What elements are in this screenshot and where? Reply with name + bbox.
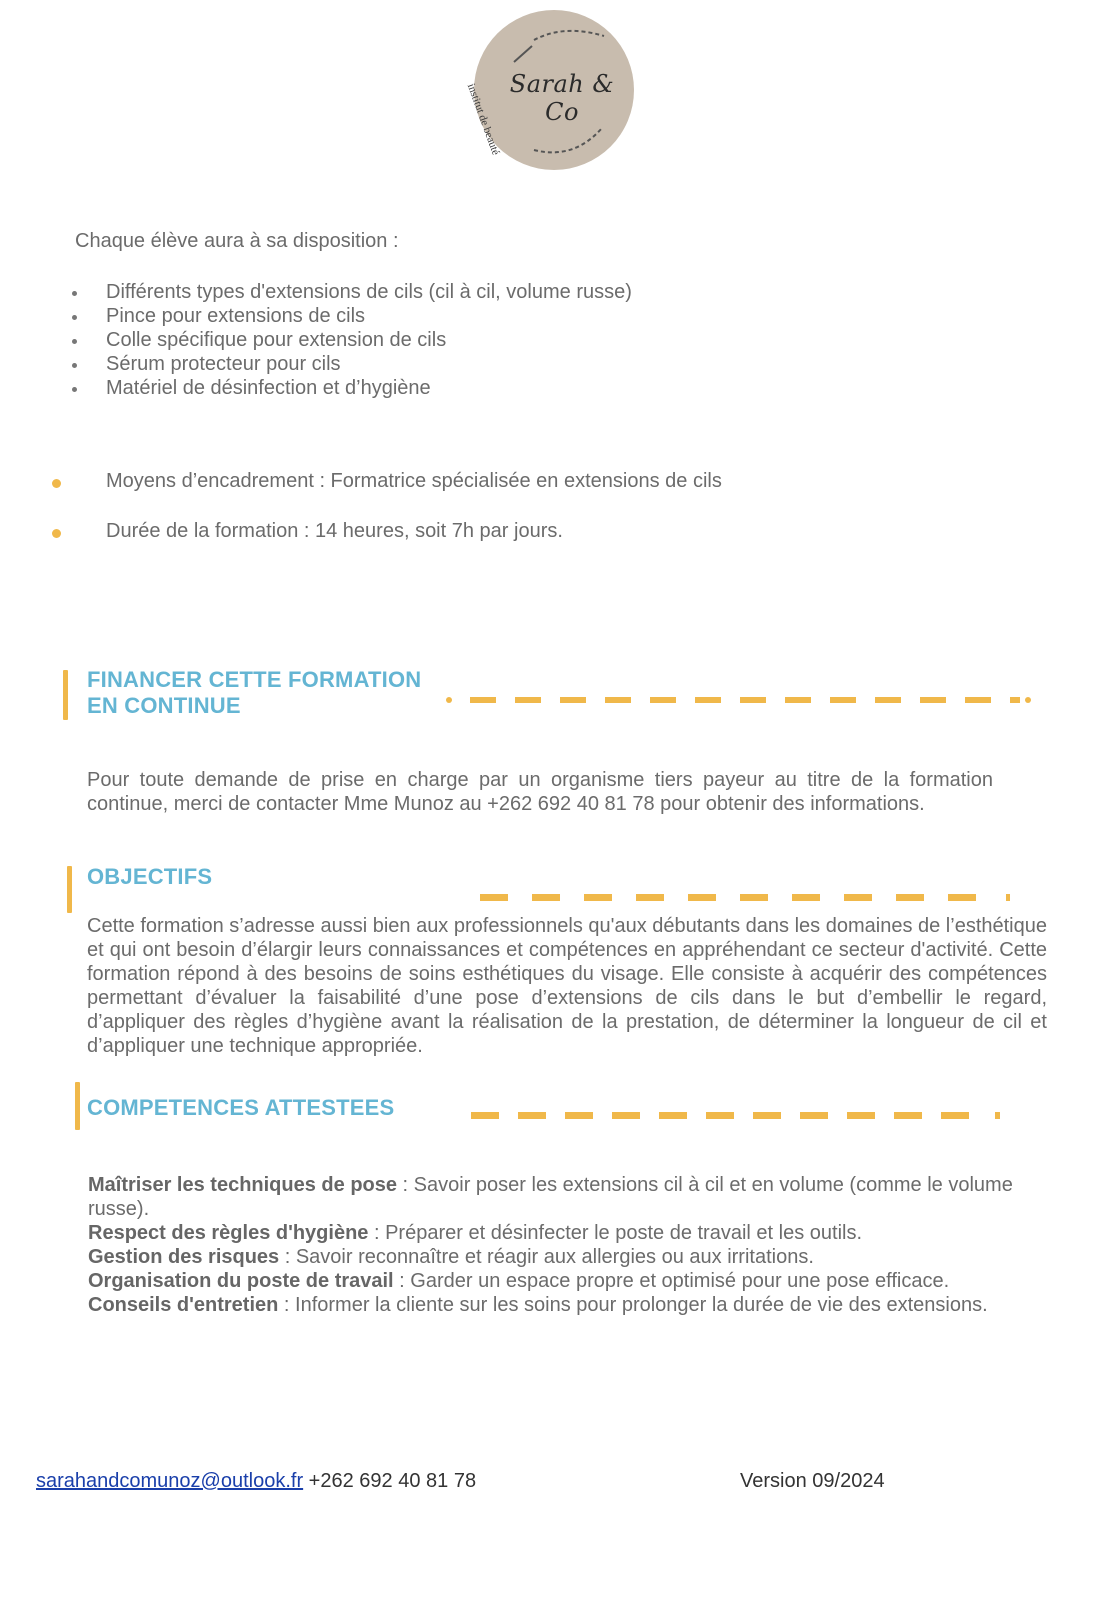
list-item: Conseils d'entretien : Informer la cliente sur les soins pour prolonger la durée de vie des extensions. — [88, 1294, 988, 1316]
objectives-body: Cette formation s’adresse aussi bien aux professionnels qu'aux débutants dans les domaines de l’esthétique et qui ont besoin d’élargir leurs connaissances et compétences en appréhendant ce secteur d'activité. Cette formation répond à des besoins de soins esthétiques du visage. Elle consiste à acquérir des compétences permettant d’évaluer la faisabilité d’une pose d’extensions de cils dans le but d’embellir le regard, d’appliquer des règles d’hygiène avant la réalisation de la prestation, de déterminer la longueur de cil et d’appliquer une technique appropriée. — [87, 915, 1047, 1057]
list-item: Sérum protecteur pour cils — [72, 352, 632, 376]
list-item: Respect des règles d'hygiène : Préparer et désinfecter le poste de travail et les outils. — [88, 1222, 863, 1244]
equipment-intro: Chaque élève aura à sa disposition : — [75, 230, 399, 252]
bullet-icon — [72, 387, 77, 392]
footer-version: Version 09/2024 — [740, 1470, 885, 1492]
equipment-list — [72, 280, 632, 400]
bullet-icon — [72, 363, 77, 368]
dashed-divider — [471, 1112, 1011, 1118]
footer-contact — [36, 1470, 476, 1493]
orange-bullet-icon — [52, 529, 61, 538]
competences-list — [88, 1173, 1048, 1317]
list-item: Différents types d'extensions de cils (cil à cil, volume russe) — [72, 280, 632, 304]
section-accent-bar — [63, 670, 68, 720]
financing-body: Pour toute demande de prise en charge par un organisme tiers payeur au titre de la formation continue, merci de contacter Mme Munoz au +262 692 40 81 78 pour obtenir des informations. — [87, 769, 993, 815]
logo-name: Sarah & Co — [509, 70, 615, 126]
bullet-icon — [72, 339, 77, 344]
orange-bullet-icon — [52, 479, 61, 488]
list-item: Matériel de désinfection et d’hygiène — [72, 376, 632, 400]
logo-tagline: institut de beauté — [464, 82, 502, 157]
list-item: Organisation du poste de travail : Garder un espace propre et optimisé pour une pose efficace. — [88, 1270, 950, 1292]
bullet-icon — [72, 315, 77, 320]
dashed-divider — [480, 894, 1020, 900]
list-item: Maîtriser les techniques de pose : Savoir poser les extensions cil à cil et en volume (comme le volume russe). — [88, 1174, 1013, 1220]
objectives-title: OBJECTIFS — [87, 864, 213, 889]
financing-title: FINANCER CETTE FORMATION EN CONTINUE — [87, 667, 422, 718]
bullet-icon — [72, 291, 77, 296]
competences-title: COMPETENCES ATTESTEES — [87, 1095, 395, 1120]
list-item: Pince pour extensions de cils — [72, 304, 632, 328]
list-item: Gestion des risques : Savoir reconnaître et réagir aux allergies ou aux irritations. — [88, 1246, 814, 1268]
section-accent-bar — [75, 1082, 80, 1130]
email-link[interactable]: sarahandcomunoz@outlook.fr — [36, 1470, 304, 1492]
list-item: Colle spécifique pour extension de cils — [72, 328, 632, 352]
logo — [464, 10, 634, 170]
footer-phone: +262 692 40 81 78 — [303, 1470, 477, 1492]
dashed-divider — [446, 697, 1036, 703]
section-accent-bar — [67, 866, 72, 913]
